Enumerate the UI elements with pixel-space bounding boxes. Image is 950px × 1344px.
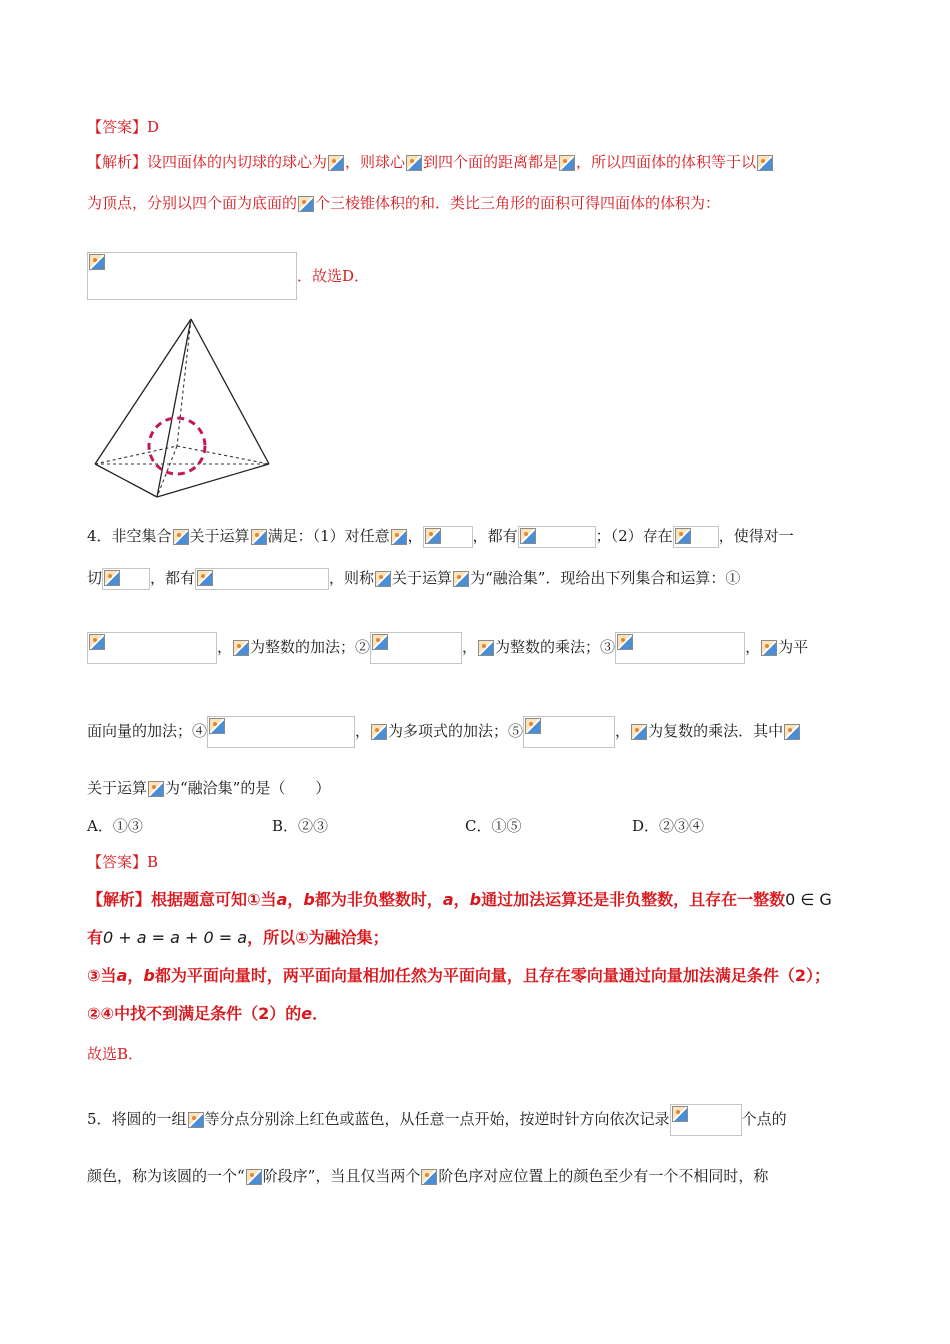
q3-analysis-line2: 为顶点，分别以四个面为底面的 个三棱锥体积的和．类比三角形的面积可得四面体的体积为： [87,194,721,212]
q4-line4: 面向量的加法；④ ， 为多项式的加法；⑤ ， 为复数的乘法．其中 [87,716,801,748]
broken-image-icon [245,1168,263,1186]
formula-image-placeholder [370,632,462,664]
broken-image-icon [374,570,392,588]
option-b: B．②③ [272,817,329,835]
broken-image-icon [477,639,495,657]
formula-image-placeholder [102,568,150,590]
q4-explanation-line2: 有0 + a = a + 0 = a，所以①为融洽集； [87,928,389,947]
broken-image-icon [390,528,408,546]
option-a: A．①③ [87,817,143,835]
q4-explanation-line5: 故选B． [87,1045,144,1063]
broken-image-icon [147,780,165,798]
broken-image-icon [297,195,315,213]
broken-image-icon [370,723,388,741]
q3-answer: 【答案】D [87,118,160,136]
option-d: D．②③④ [632,817,705,835]
formula-image-placeholder [615,632,745,664]
broken-image-icon [783,723,801,741]
option-c: C．①⑤ [465,817,522,835]
q4-line5: 关于运算 为“融洽集”的是（ ） [87,779,331,797]
q3-analysis-line1: 【解析】设四面体的内切球的球心为 ，则球心 到四个面的距离都是 ，所以四面体的体积等于以 [87,152,774,172]
formula-image-placeholder [423,526,473,548]
broken-image-icon [630,723,648,741]
q4-explanation-line1: 【解析】根据题意可知①当a，b都为非负整数时，a，b通过加法运算还是非负整数，且存在一整数0 ∈ G [87,890,832,909]
broken-image-icon [172,528,190,546]
broken-image-icon [558,154,576,172]
q4-explanation-line3: ③当a，b都为平面向量时，两平面向量相加任然为平面向量，且存在零向量通过向量加法满足条件（2）； [87,966,830,985]
broken-image-icon [756,154,774,172]
q4-explanation-line4: ②④中找不到满足条件（2）的e． [87,1004,329,1023]
q5-line2: 颜色，称为该圆的一个“ 阶段序”，当且仅当两个 阶色序对应位置上的颜色至少有一个不相同时，称 [87,1167,769,1185]
broken-image-icon [187,1111,205,1129]
broken-image-icon [327,154,345,172]
q4-answer: 【答案】B [87,853,159,871]
formula-image-placeholder [207,716,355,748]
formula-image-placeholder [523,716,615,748]
broken-image-icon [760,639,778,657]
broken-image-icon [232,639,250,657]
formula-image-placeholder [518,526,596,548]
broken-image-icon [420,1168,438,1186]
broken-image-icon [250,528,268,546]
q4-line2: 切 ，都有 ，则称 关于运算 为“融洽集”．现给出下列集合和运算：① [87,568,740,590]
q5-line1: 5．将圆的一组 等分点分别涂上红色或蓝色，从任意一点开始，按逆时针方向依次记录 个点的 [87,1104,787,1136]
q4-line3: ， 为整数的加法；② ， 为整数的乘法；③ ， 为平 [87,632,808,664]
broken-image-icon [405,154,423,172]
formula-image-placeholder [673,526,719,548]
tetrahedron-figure [88,316,278,502]
formula-image-placeholder [195,568,329,590]
formula-image-placeholder [87,252,297,300]
formula-image-placeholder [670,1104,742,1136]
formula-image-placeholder [87,632,217,664]
broken-image-icon [452,570,470,588]
q3-analysis-line3: ．故选D． [87,252,369,300]
q4-line1: 4．非空集合 关于运算 满足：（1）对任意 ， ，都有 ；（2）存在 ，使得对一 [87,526,794,548]
